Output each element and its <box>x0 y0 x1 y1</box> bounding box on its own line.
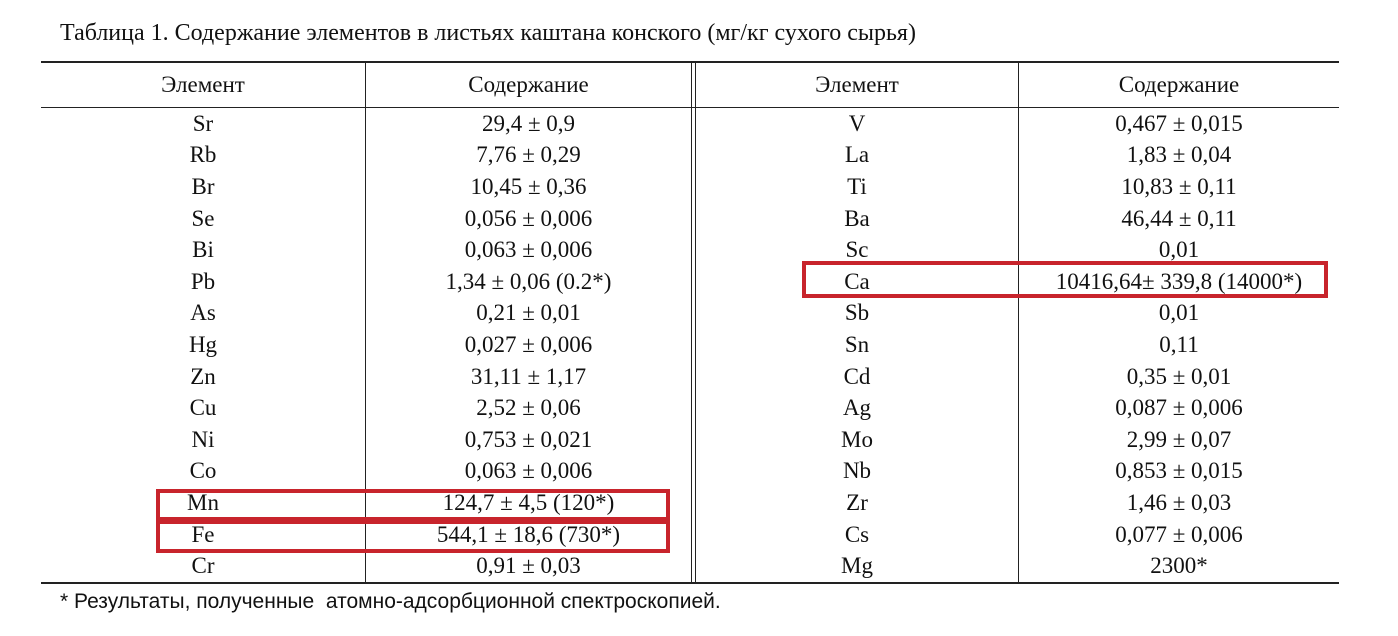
content-right-cell: 0,087 ± 0,006 <box>1115 395 1243 421</box>
table-row <box>41 108 1339 140</box>
element-right-cell: Mo <box>696 424 1019 456</box>
table-row <box>41 329 1339 361</box>
element-right-cell: Zr <box>696 487 1019 519</box>
content-left-cell: 544,1 ± 18,6 (730*) <box>436 521 621 547</box>
header-element-right: Элемент <box>696 63 1019 107</box>
element-right-cell: Ba <box>696 203 1019 235</box>
content-right-cell: 1,46 ± 0,03 <box>1126 489 1232 515</box>
content-right-cell: 2,99 ± 0,07 <box>1126 426 1232 452</box>
table-row <box>41 298 1339 330</box>
highlight-box-ca <box>802 261 1328 298</box>
table-row <box>41 392 1339 424</box>
content-left-cell: 7,76 ± 0,29 <box>476 142 581 168</box>
content-left-cell: 2,52 ± 0,06 <box>476 395 581 421</box>
content-left-cell: 10,45 ± 0,36 <box>470 173 587 199</box>
element-right-cell: Cs <box>696 519 1019 551</box>
table-row <box>41 203 1339 235</box>
header-content-left: Содержание <box>468 72 589 97</box>
content-right-cell: 0,467 ± 0,015 <box>1115 110 1243 136</box>
content-left-cell: 124,7 ± 4,5 (120*) <box>442 489 615 515</box>
table-row <box>41 550 1339 582</box>
content-right-cell: 46,44 ± 0,11 <box>1121 205 1237 231</box>
content-left-cell: 0,91 ± 0,03 <box>476 553 581 579</box>
content-right-cell: 10416,64± 339,8 (14000*) <box>1055 268 1303 294</box>
content-right-cell: 0,35 ± 0,01 <box>1126 363 1232 389</box>
element-left-cell: Cu <box>41 392 366 424</box>
content-left-cell: 29,4 ± 0,9 <box>481 110 576 136</box>
element-right-cell: Cd <box>696 361 1019 393</box>
element-left-cell: Sr <box>41 108 366 140</box>
content-left-cell: 0,753 ± 0,021 <box>464 426 593 452</box>
table-row <box>41 140 1339 172</box>
element-left-cell: Co <box>41 456 366 488</box>
element-right-cell: Ti <box>696 171 1019 203</box>
header-element-left: Элемент <box>41 63 366 107</box>
header-content-right: Содержание <box>1118 72 1240 97</box>
content-left-cell: 31,11 ± 1,17 <box>470 363 587 389</box>
element-right-cell: Sn <box>696 329 1019 361</box>
element-right-cell: Ca <box>696 266 1019 298</box>
table-row <box>41 361 1339 393</box>
table-row <box>41 456 1339 488</box>
table-caption: Таблица 1. Содержание элементов в листьях каштана конского (мг/кг сухого сырья) <box>60 20 916 46</box>
element-right-cell: V <box>696 108 1019 140</box>
element-left-cell: Cr <box>41 550 366 582</box>
content-left-cell: 0,21 ± 0,01 <box>476 300 581 326</box>
table-row <box>41 171 1339 203</box>
element-left-cell: Ni <box>41 424 366 456</box>
content-right-cell: 0,01 <box>1158 300 1200 326</box>
element-left-cell: Pb <box>41 266 366 298</box>
content-left-cell: 0,056 ± 0,006 <box>464 205 593 231</box>
element-right-cell: Sc <box>696 234 1019 266</box>
element-right-cell: Nb <box>696 456 1019 488</box>
highlight-box-mn <box>156 489 670 521</box>
element-left-cell: Br <box>41 171 366 203</box>
element-right-cell: Mg <box>696 550 1019 582</box>
content-right-cell: 10,83 ± 0,11 <box>1121 173 1237 199</box>
element-right-cell: Ag <box>696 392 1019 424</box>
content-right-cell: 0,077 ± 0,006 <box>1115 521 1243 547</box>
element-left-cell: Zn <box>41 361 366 393</box>
content-right-cell: 0,853 ± 0,015 <box>1115 458 1243 484</box>
content-left-cell: 0,063 ± 0,006 <box>464 237 593 263</box>
content-left-cell: 0,063 ± 0,006 <box>464 458 593 484</box>
content-right-cell: 1,83 ± 0,04 <box>1126 142 1232 168</box>
element-left-cell: Bi <box>41 234 366 266</box>
element-right-cell: Sb <box>696 298 1019 330</box>
element-left-cell: Se <box>41 203 366 235</box>
highlight-box-fe <box>156 520 670 553</box>
element-left-cell: Mn <box>41 487 366 519</box>
element-left-cell: Fe <box>41 519 366 551</box>
content-right-cell: 0,01 <box>1158 237 1200 263</box>
content-right-cell: 0,11 <box>1159 331 1199 357</box>
element-left-cell: Hg <box>41 329 366 361</box>
element-left-cell: Rb <box>41 140 366 172</box>
content-left-cell: 0,027 ± 0,006 <box>464 331 593 357</box>
table-row <box>41 424 1339 456</box>
content-left-cell: 1,34 ± 0,06 (0.2*) <box>445 268 612 294</box>
table-header-row <box>41 63 1339 108</box>
element-right-cell: La <box>696 140 1019 172</box>
table-footnote: * Результаты, полученные атомно-адсорбционной спектроскопией. <box>60 590 721 613</box>
element-left-cell: As <box>41 298 366 330</box>
content-right-cell: 2300* <box>1150 553 1208 579</box>
